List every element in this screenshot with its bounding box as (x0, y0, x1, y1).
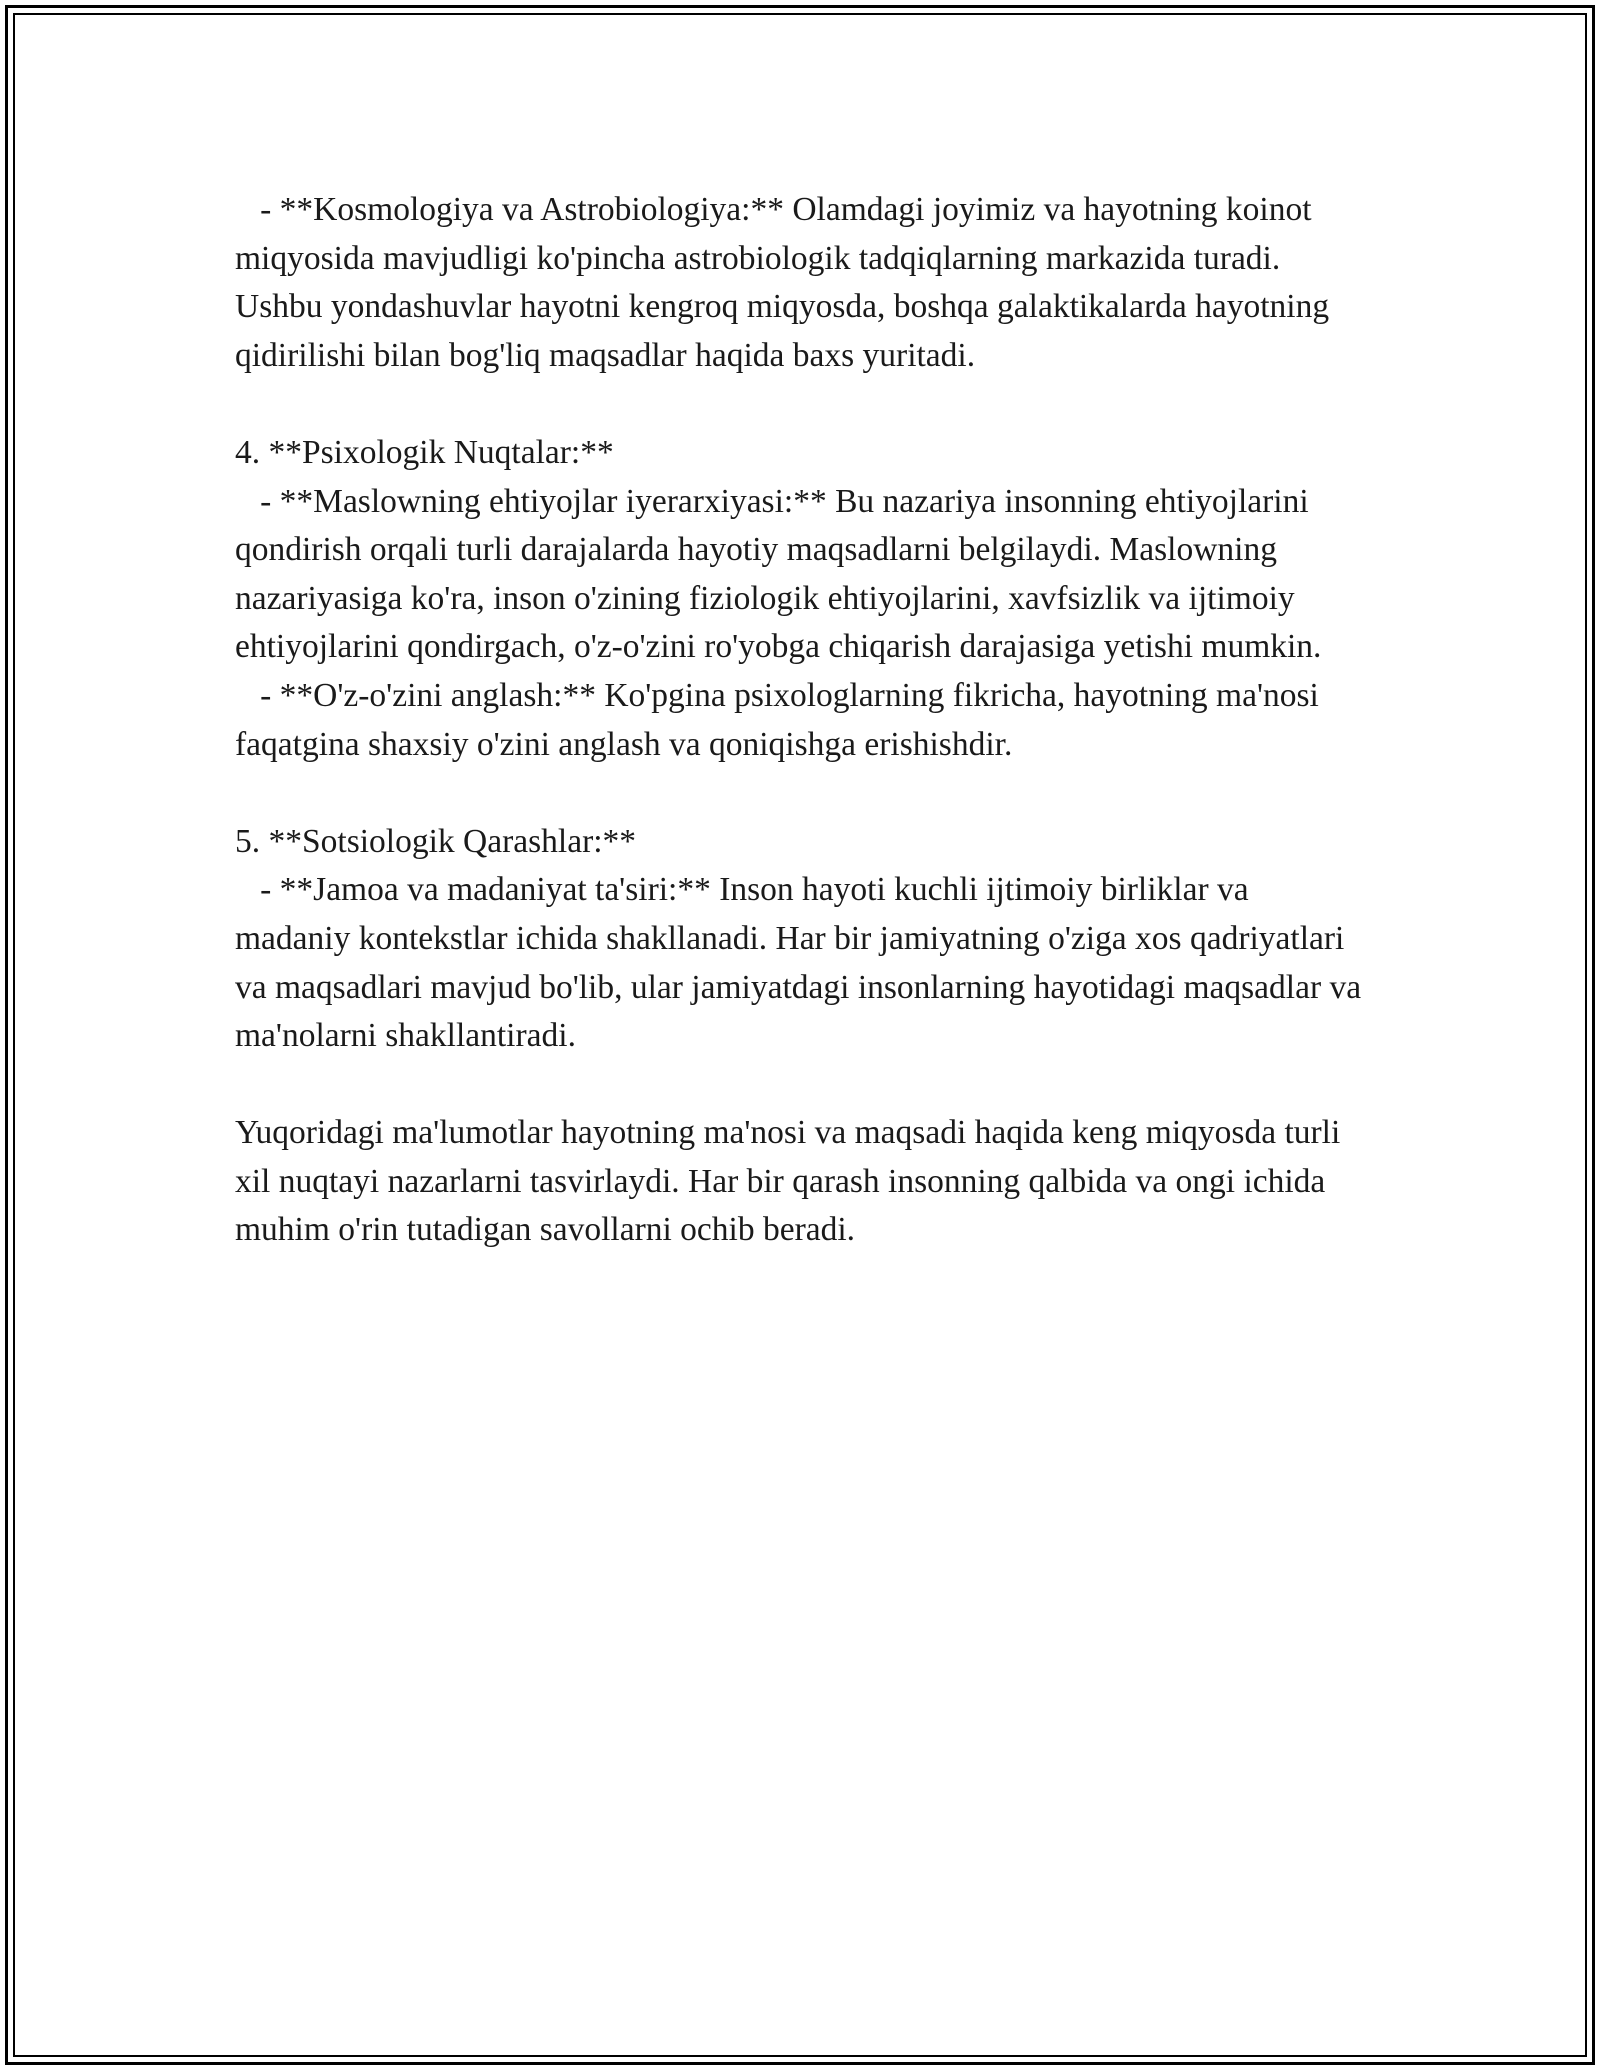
heading-psychological-points: 4. **Psixologik Nuqtalar:** (235, 433, 614, 471)
paragraph-gap (235, 769, 1365, 818)
paragraph-conclusion: Yuqoridagi ma'lumotlar hayotning ma'nosi va maqsadi haqida keng miqyosda turli xil nuqtayi nazarlarni tasvirlaydi. Har bir qarash insonning qalbida va ongi ichida muhim o'rin tutadigan savollarni ochib beradi. (235, 1114, 1349, 1249)
paragraph-community-culture: - **Jamoa va madaniyat ta'siri:** Inson hayoti kuchli ijtimoiy birliklar va madaniy kontekstlar ichida shakllanadi. Har bir jamiyatning o'ziga xos qadriyatlari va maqsadlari mavjud bo'lib, ular jamiyatdagi insonlarning hayotidagi maqsadlar va ma'nolarni shakllantiradi. (235, 871, 1370, 1055)
heading-sociological-views: 5. **Sotsiologik Qarashlar:** (235, 822, 637, 860)
document-body (235, 186, 1370, 1255)
paragraph-cosmology-astrobiology: - **Kosmologiya va Astrobiologiya:** Olamdagi joyimiz va hayotning koinot miqyosida mavjudligi ko'pincha astrobiologik tadqiqlarning markazida turadi. Ushbu yondashuvlar hayotni kengroq miqyosda, boshqa galaktikalarda hayotning qidirilishi bilan bog'liq maqsadlar haqida baxs yuritadi. (235, 191, 1338, 374)
paragraph-gap (235, 380, 1365, 429)
paragraph-maslow-hierarchy: - **Maslowning ehtiyojlar iyerarxiyasi:** Bu nazariya insonning ehtiyojlarini qondirish orqali turli darajalarda hayotiy maqsadlarni belgilaydi. Maslowning nazariyasiga ko'ra, inson o'zining fiziologik ehtiyojlarini, xavfsizlik va ijtimoiy ehtiyojlarini qondirgach, o'z-o'zini ro'yobga chiqarish darajasiga yetishi mumkin. (235, 482, 1322, 666)
paragraph-gap (235, 1061, 1365, 1110)
paragraph-self-realization: - **O'z-o'zini anglash:** Ko'pgina psixologlarning fikricha, hayotning ma'nosi faqatgina shaxsiy o'zini anglash va qoniqishga erishishdir. (235, 676, 1328, 763)
